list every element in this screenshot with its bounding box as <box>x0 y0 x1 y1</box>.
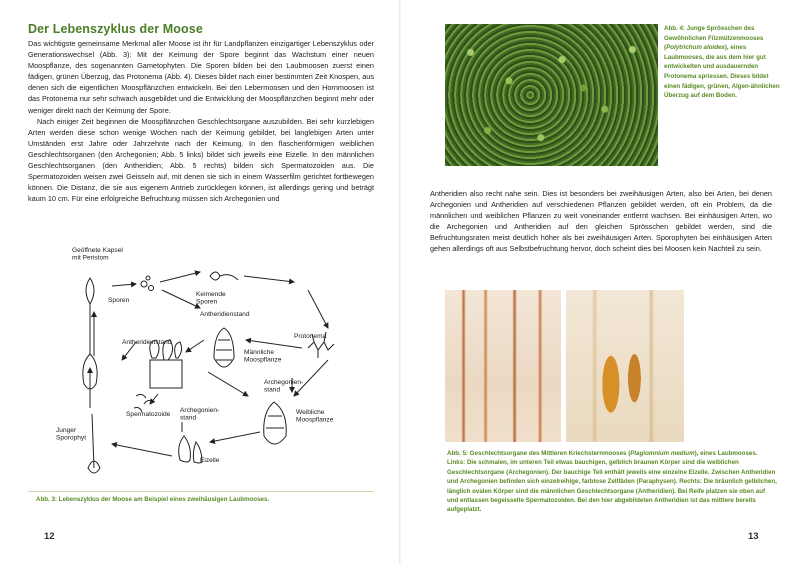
life-cycle-diagram <box>32 236 362 484</box>
archegonia-photo <box>445 290 561 442</box>
spore-dot <box>141 281 147 287</box>
label-archegonienstand-mid: Archegonien-stand <box>180 407 220 422</box>
paragraph: Nach einiger Zeit beginnen die Moospflänzchen Geschlechtsorgane auszubilden. Bei sehr kurzlebigen Arten werden diese schon wenige Wochen nach der Keimung gebildet, bei langlebigen Arten unter Umständen erst Jahre oder Jahrzehnte nach der Keimung. In den flaschenförmigen weiblichen Geschlechtsorganen (den Archegonien; Abb. 5 links) bildet sich jeweils eine Eizelle. In den männlichen Geschlechtsorganen (den Antheridien; Abb. 5 rechts) bilden sich Spermatozoiden aus. Die Spermatozoiden weisen zwei Geisseln auf, mit denen sie sich in einem Wasserfilm gerichtet fortbewegen können. Die Distanz, die sie aus eigenem Antrieb zurücklegen können, ist allerdings gering und beträgt kaum 10 cm. Für eine erfolgreiche Befruchtung müssen sich Archegonien und <box>28 116 374 204</box>
life-cycle-svg <box>32 236 362 484</box>
caption-rule <box>28 491 374 492</box>
label-male-plant: Männliche Moospflanze <box>244 349 282 364</box>
figure-4-caption <box>664 24 784 101</box>
label-capsule: Geöffnete Kapsel mit Peristom <box>72 247 123 262</box>
label-spermatozoids: Spermatozoide <box>126 411 171 418</box>
figure-5-caption <box>447 449 777 515</box>
spore-dot <box>149 286 154 291</box>
label-female-plant: Weibliche Moospflanze <box>296 409 334 424</box>
caption-text: ), eines Laubmooses. Links: Die schmalen, im unteren Teil etwas bauchigen, gelblich braunen Körper sind die weiblichen Geschlechtsorgane (Archegonien). Der bauchige Teil enthält jeweils eine einzelne Eizelle. Zwischen Antheridien und Archegonien befinden sich einzelreihige, farblose Zellfäden (Paraphysen). Rechts: Die bräunlich gelblichen, länglich ovalen Körper sind die männlichen Geschlechtsorgane (Antheridien). Bei Reife platzen sie oben auf und entlassen begeisselte Spermatozoiden. Bei den hier abgebildeten Antheridien ist das mittlere bereits aufgeplatzt. <box>447 450 777 514</box>
species-name: Plagiomnium medium <box>630 450 695 457</box>
young-sporophyte-drawing <box>88 414 100 473</box>
label-germinating-spores: Keimende Sporen <box>196 291 226 306</box>
archegonia-drawing <box>179 422 202 463</box>
caption-text: ), eines Laubmooses, die aus dem hier gut entwickelten und ausdauernden Protonema spriessen. Dieses bildet einen fädigen, grünen, Algen-ähnlichen Überzug auf dem Boden. <box>664 44 780 100</box>
paragraph: Antheridien also recht nahe sein. Dies ist besonders bei zweihäusigen Arten, also bei Arten, bei denen Archegonien und Antheridien auf verschiedenen Pflanzen gebildet werden, oft ein Problem, da die männlichen und weiblichen Pflanzen zu weit voneinander entfernt wachsen. Bei einhäusigen Arten, wo die Archegonien und Antheridien auf den gleichen Sprösschen gebildet werden, sind die Befruchtungsraten meist deutlich höher als bei zweihäusigen Arten. Sporophyten bei einhäusigen Arten gehen allerdings oft aus Selbstbefruchtung hervor, doch scheint dies bei Moosen kein Nachteil zu sein. <box>430 189 772 254</box>
species-name: Polytrichum aloides <box>666 44 725 52</box>
label-protonema: Protonema <box>294 333 327 340</box>
label-antheridienstand-top: Antheridienstand <box>200 311 250 318</box>
page-number-left: 12 <box>44 531 55 542</box>
left-body-text <box>28 38 374 204</box>
caption-text: Abb. 5: Geschlechtsorgane des Mittleren Kriechsternmooses ( <box>447 450 631 457</box>
spore-dot <box>146 276 150 280</box>
capsule-drawing <box>86 278 94 354</box>
caption-text: Abb. 4: Junge Sprösschen des Gewöhnlichen Filzmützenmooses ( <box>664 25 764 52</box>
paragraph: Das wichtigste gemeinsame Merkmal aller Moose ist ihr für Landpflanzen einzigartiger Lebenszyklus oder Generationswechsel (Abb. 3): Mit der Keimung der Spore beginnt das Wachstum einer neuen Moospflanze, des sogenannten Gametophyten. Die Sporen bilden bei den Laubmoosen zuerst einen fädigen, grünen Überzug, das Protonema (Abb. 4). Dieses bildet nach einer bestimmten Zeit Knospen, aus denen sich die eigentlichen Moospflänzchen entwickeln. Bei den Lebermoosen und den Hornmoosen ist das Protonema nur sehr schwach ausgebildet und die Entwicklung der Moospflänzchen beginnt mehr oder weniger direkt nach der Keimung der Spore. <box>28 39 374 115</box>
label-antheridienstand-left: Antheridienstand <box>122 339 172 346</box>
page-number-right: 13 <box>748 531 759 542</box>
right-body-text <box>430 188 772 255</box>
male-plant-drawing <box>214 328 234 367</box>
label-archegonienstand-right: Archegonien-stand <box>264 379 304 394</box>
label-young-sporophyte: Junger Sporophyt <box>56 427 87 442</box>
germinating-spore-drawing <box>210 272 238 280</box>
figure-3-caption: Abb. 3: Lebenszyklus der Moose am Beispiel eines zweihäusigen Laubmooses. <box>36 496 270 503</box>
section-title: Der Lebenszyklus der Moose <box>28 22 203 36</box>
moss-protonema-photo <box>445 24 658 166</box>
label-spores: Sporen <box>108 297 130 304</box>
female-plant-drawing <box>264 402 287 444</box>
antheridia-drawing <box>150 340 182 388</box>
antheridia-photo <box>566 290 684 442</box>
label-egg-cell: Eizelle <box>200 457 220 464</box>
book-gutter <box>399 0 401 564</box>
